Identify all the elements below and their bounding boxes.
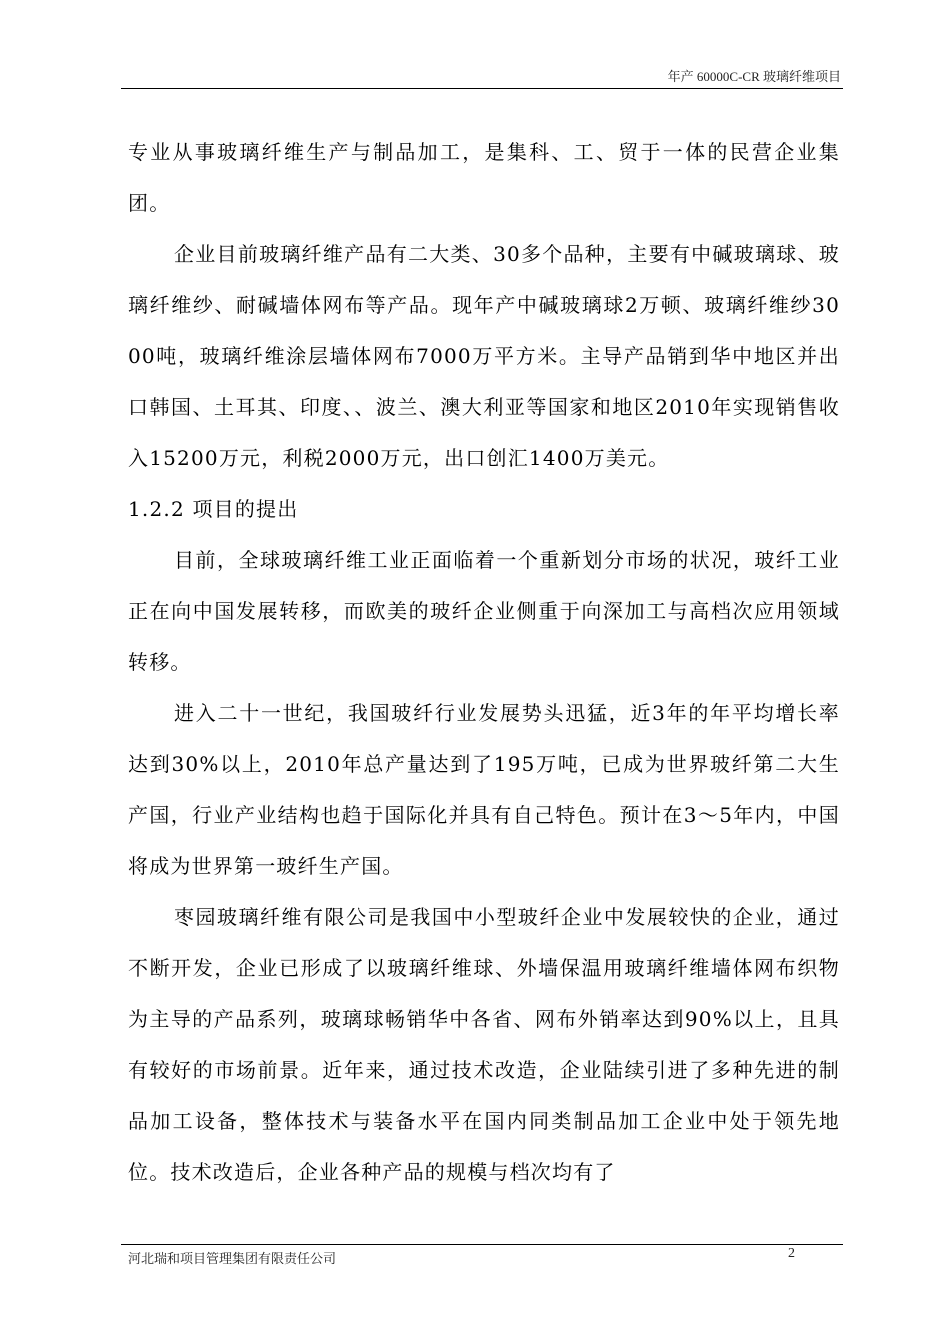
header-divider bbox=[121, 88, 843, 89]
paragraph-products: 企业目前玻璃纤维产品有二大类、30多个品种，主要有中碱玻璃球、玻璃纤维纱、耐碱墙体网布等产品。现年产中碱玻璃球2万顿、玻璃纤维纱3000吨，玻璃纤维涂层墙体网布7000万平方米。主导产品销到华中地区并出口韩国、土耳其、印度、、波兰、澳大利亚等国家和地区2010年实现销售收入15200万元，利税2000万元，出口创汇1400万美元。 bbox=[128, 242, 840, 470]
footer-company-name: 河北瑞和项目管理集团有限责任公司 bbox=[128, 1252, 337, 1267]
footer-divider bbox=[121, 1244, 843, 1245]
paragraph-company-development: 枣园玻璃纤维有限公司是我国中小型玻纤企业中发展较快的企业，通过不断开发，企业已形成了以玻璃纤维球、外墙保温用玻璃纤维墙体网布织物为主导的产品系列，玻璃球畅销华中各省、网布外销率达到90%以上，且具有较好的市场前景。近年来，通过技术改造，企业陆续引进了多种先进的制品加工设备，整体技术与装备水平在国内同类制品加工企业中处于领先地位。技术改造后，企业各种产品的规模与档次均有了 bbox=[128, 905, 840, 1184]
paragraph-china-industry: 进入二十一世纪，我国玻纤行业发展势头迅猛，近3年的年平均增长率达到30%以上，2010年总产量达到了195万吨，已成为世界玻纤第二大生产国，行业产业结构也趋于国际化并具有自己特色。预计在3～5年内，中国将成为世界第一玻纤生产国。 bbox=[128, 701, 840, 878]
section-heading-1-2-2: 1.2.2 项目的提出 bbox=[128, 497, 299, 521]
paragraph-company-intro-continued: 专业从事玻璃纤维生产与制品加工，是集科、工、贸于一体的民营企业集团。 bbox=[128, 140, 840, 215]
header-project-title: 年产 60000C-CR 玻璃纤维项目 bbox=[667, 69, 841, 84]
paragraph-global-market: 目前，全球玻璃纤维工业正面临着一个重新划分市场的状况，玻纤工业正在向中国发展转移，而欧美的玻纤企业侧重于向深加工与高档次应用领域转移。 bbox=[128, 548, 840, 674]
document-body bbox=[128, 127, 840, 1198]
page-number: 2 bbox=[788, 1246, 795, 1261]
